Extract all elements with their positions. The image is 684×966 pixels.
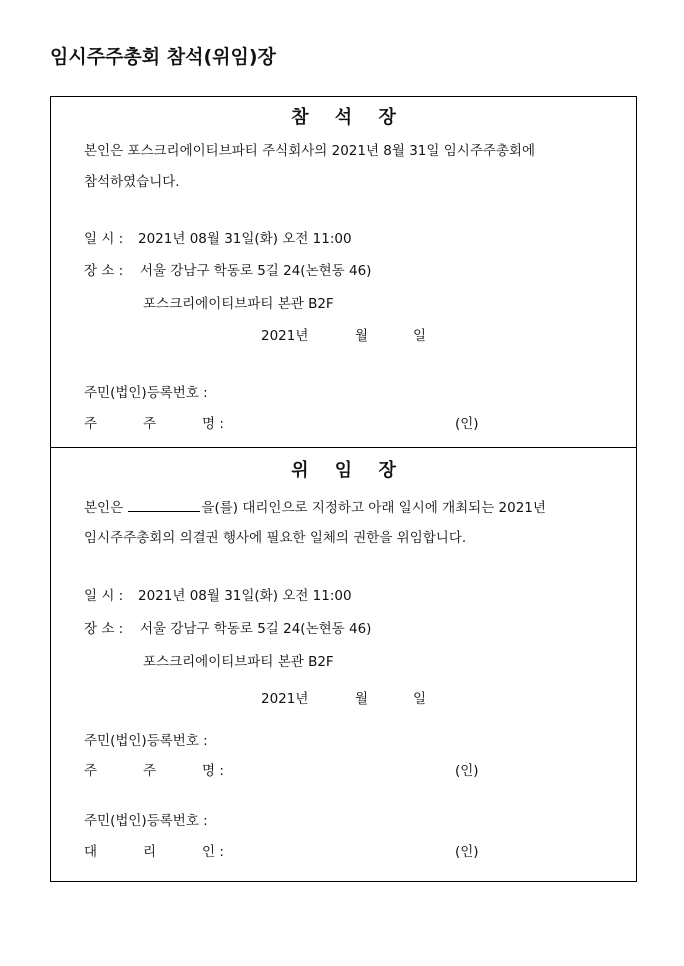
proxy-agent-name-blank[interactable] — [128, 499, 200, 512]
document-title: 임시주주총회 참석(위임)장 — [50, 46, 276, 68]
attendance-date-year: 2021년 — [261, 328, 309, 344]
attendance-holder-label-char3: 명 : — [202, 416, 224, 432]
attendance-date-month: 월 — [355, 328, 369, 344]
attendance-datetime-label: 일 시 : — [84, 231, 124, 247]
proxy-statement-part1: 본인은 — [84, 500, 124, 516]
attendance-place-value: 서울 강남구 학동로 5길 24(논현동 46) — [140, 263, 372, 279]
proxy-holder-label-char3: 명 : — [202, 763, 224, 779]
attendance-statement-line1: 본인은 포스크리에이티브파티 주식회사의 2021년 8월 31일 임시주주총회에 — [84, 143, 536, 159]
proxy-form — [50, 447, 637, 882]
proxy-agent-label-char3: 인 : — [202, 844, 224, 860]
proxy-holder-label-char2: 주 — [143, 763, 157, 779]
attendance-place-label: 장 소 : — [84, 263, 124, 279]
attendance-heading: 참 석 장 — [291, 107, 406, 128]
proxy-agent-seal: (인) — [455, 844, 479, 860]
proxy-statement-part2: 을(를) 대리인으로 지정하고 아래 일시에 개최되는 2021년 — [201, 500, 546, 516]
attendance-statement-line2: 참석하였습니다. — [84, 174, 180, 190]
attendance-datetime-value: 2021년 08월 31일(화) 오전 11:00 — [138, 231, 352, 247]
attendance-holder-label-char1: 주 — [84, 416, 98, 432]
attendance-seal: (인) — [455, 416, 479, 432]
proxy-heading: 위 임 장 — [291, 460, 406, 481]
proxy-statement-line1 — [84, 499, 546, 517]
attendance-holder-label-char2: 주 — [143, 416, 157, 432]
proxy-datetime-value: 2021년 08월 31일(화) 오전 11:00 — [138, 588, 352, 604]
proxy-place-detail: 포스크리에이티브파티 본관 B2F — [143, 654, 334, 670]
proxy-holder-reg-no-label: 주민(법인)등록번호 : — [84, 733, 208, 749]
proxy-agent-reg-no-label: 주민(법인)등록번호 : — [84, 813, 208, 829]
attendance-form — [50, 96, 637, 448]
attendance-place-detail: 포스크리에이티브파티 본관 B2F — [143, 296, 334, 312]
proxy-date-month: 월 — [355, 691, 369, 707]
proxy-agent-label-char2: 리 — [143, 844, 157, 860]
attendance-date-day: 일 — [413, 328, 427, 344]
proxy-statement-line2: 임시주주총회의 의결권 행사에 필요한 일체의 권한을 위임합니다. — [84, 530, 467, 546]
proxy-place-label: 장 소 : — [84, 621, 124, 637]
proxy-date-day: 일 — [413, 691, 427, 707]
proxy-holder-seal: (인) — [455, 763, 479, 779]
proxy-datetime-label: 일 시 : — [84, 588, 124, 604]
proxy-date-year: 2021년 — [261, 691, 309, 707]
proxy-agent-label-char1: 대 — [84, 844, 98, 860]
proxy-holder-label-char1: 주 — [84, 763, 98, 779]
proxy-place-value: 서울 강남구 학동로 5길 24(논현동 46) — [140, 621, 372, 637]
attendance-reg-no-label: 주민(법인)등록번호 : — [84, 385, 208, 401]
